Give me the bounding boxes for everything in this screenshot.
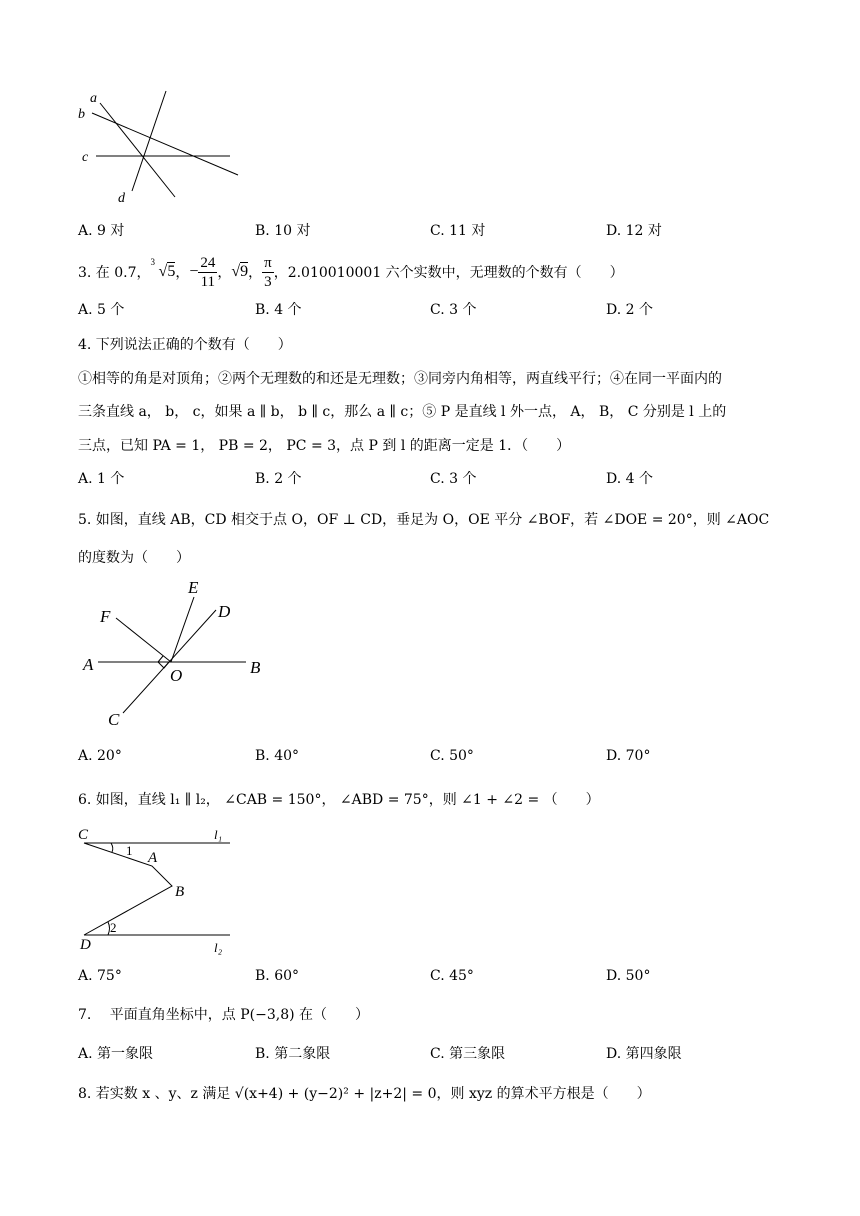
- q6-stem: 6. 如图，直线 l₁ ∥ l₂， ∠CAB = 150°， ∠ABD = 75°，则 ∠1 + ∠2 = （ ）: [78, 792, 600, 808]
- q3-suffix: ，2.010010001 六个实数中，无理数的个数有（ ）: [273, 265, 624, 281]
- label-b: B: [175, 884, 185, 900]
- q2-option-a: A. 9 对: [78, 223, 125, 239]
- label-b: b: [78, 107, 85, 122]
- label-a: a: [90, 91, 97, 106]
- label-d: d: [118, 191, 125, 206]
- q6-option-c: C. 45°: [430, 968, 474, 984]
- radical-icon: √: [231, 263, 241, 280]
- label-angle-2: 2: [110, 920, 117, 935]
- ray-oe: [171, 597, 194, 662]
- q7-stem: 7. 平面直角坐标中，点 P(−3,8) 在（ ）: [78, 1007, 370, 1023]
- q4-option-c: C. 3 个: [430, 471, 477, 487]
- label-f: F: [100, 607, 111, 626]
- ray-of: [116, 618, 171, 662]
- q5-option-b: B. 40°: [255, 748, 300, 764]
- line-a: [100, 103, 175, 197]
- q3-cbrt-radicand: 5: [167, 263, 176, 280]
- q5-stem-line2: 的度数为（ ）: [78, 550, 190, 566]
- q3-cube-root: [150, 257, 176, 281]
- q3-option-b: B. 4 个: [255, 302, 302, 318]
- label-l2: l₂: [214, 940, 223, 955]
- label-a: A: [148, 850, 158, 866]
- figure-q5-angles: [78, 575, 278, 735]
- label-o: O: [170, 666, 183, 685]
- q5-stem-line1: 5. 如图，直线 AB，CD 相交于点 O，OF ⊥ CD，垂足为 O，OE 平分 ∠BOF，若 ∠DOE = 20°，则 ∠AOC: [78, 512, 770, 528]
- q5-option-a: A. 20°: [78, 748, 122, 764]
- q3-option-c: C. 3 个: [430, 302, 477, 318]
- label-angle-1: 1: [126, 843, 133, 858]
- q3-option-d: D. 2 个: [606, 302, 653, 318]
- figure-q6-parallel-lines: [78, 822, 248, 957]
- q3-sqrt: [231, 263, 248, 281]
- q7-option-a: A. 第一象限: [78, 1046, 154, 1062]
- q5-option-c: C. 50°: [430, 748, 474, 764]
- label-c: c: [82, 150, 89, 165]
- q6-option-d: D. 50°: [606, 968, 651, 984]
- label-d: D: [218, 602, 231, 621]
- radical-icon: √: [158, 263, 168, 280]
- q2-option-b: B. 10 对: [255, 223, 311, 239]
- q3-fraction-24-11: $\frac{24}{11}$: [200, 254, 216, 290]
- figure-four-lines: [70, 85, 250, 210]
- label-b: B: [250, 658, 261, 677]
- q4-stem: 4. 下列说法正确的个数有（ ）: [78, 337, 292, 353]
- q2-option-c: C. 11 对: [430, 223, 486, 239]
- q3-sqrt-radicand: 9: [240, 263, 249, 280]
- q7-option-b: B. 第二象限: [255, 1046, 331, 1062]
- q6-option-b: B. 60°: [255, 968, 300, 984]
- q3-stem: 3. 在 0.7， 3 √5 ， − $\frac{24}{11}$ ， √9 ， $\frac{\pi}{3}$ ，2.010010001 六个实数中，无理数的个数有（ ）: [78, 254, 624, 290]
- q3-cbrt-index: 3: [150, 257, 156, 267]
- label-e: E: [188, 578, 199, 597]
- label-d: D: [80, 937, 91, 953]
- label-a: A: [83, 655, 94, 674]
- angle-1-arc: [111, 843, 113, 852]
- q6-option-a: A. 75°: [78, 968, 122, 984]
- label-c: C: [108, 710, 120, 729]
- line-b: [92, 113, 238, 175]
- q4-statement-line2: 三条直线 a， b， c，如果 a ∥ b， b ∥ c，那么 a ∥ c；⑤ P 是直线 l 外一点， A， B， C 分别是 l 上的: [78, 404, 727, 420]
- q8-stem: 8. 若实数 x 、y、z 满足 √(x+4) + (y−2)² + |z+2| = 0，则 xyz 的算术平方根是（ ）: [78, 1086, 651, 1102]
- q4-option-d: D. 4 个: [606, 471, 653, 487]
- q4-option-b: B. 2 个: [255, 471, 302, 487]
- q2-option-d: D. 12 对: [606, 223, 662, 239]
- q3-fraction-pi-3: $\frac{\pi}{3}$: [264, 254, 272, 290]
- q7-option-d: D. 第四象限: [606, 1046, 682, 1062]
- label-c: C: [78, 827, 89, 843]
- label-l1: l₁: [214, 827, 223, 842]
- q3-prefix: 3. 在 0.7，: [78, 265, 151, 281]
- q3-option-a: A. 5 个: [78, 302, 125, 318]
- q7-option-c: C. 第三象限: [430, 1046, 506, 1062]
- q5-option-d: D. 70°: [606, 748, 651, 764]
- q4-option-a: A. 1 个: [78, 471, 125, 487]
- q4-statement-line3: 三点，已知 PA = 1， PB = 2， PC = 3，点 P 到 l 的距离一定是 1．（ ）: [78, 438, 571, 454]
- q3-neg-sign: −: [189, 263, 199, 280]
- q4-statement-line1: ①相等的角是对顶角；②两个无理数的和还是无理数；③同旁内角相等，两直线平行；④在同一平面内的: [78, 371, 722, 387]
- line-d: [132, 91, 166, 191]
